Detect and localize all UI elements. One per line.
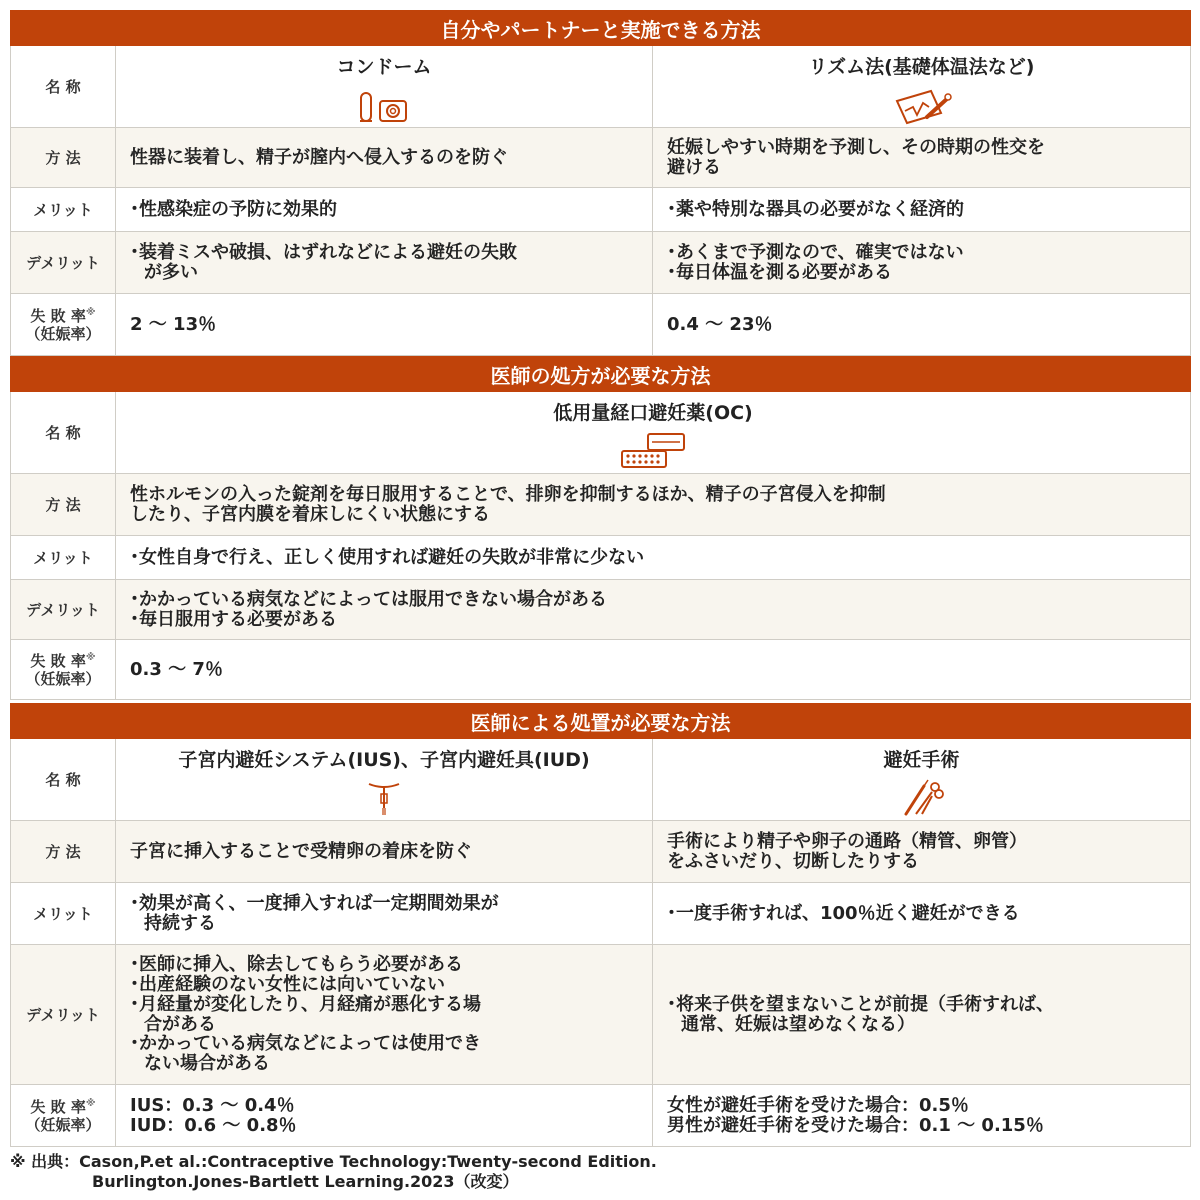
label-demerit: デメリット [11, 580, 116, 640]
section1-title: 自分やパートナーと実施できる方法 [11, 11, 1191, 46]
section2-table [10, 356, 1191, 700]
iud-icon [366, 778, 402, 816]
text-line: 合がある [144, 1013, 216, 1035]
footnote-line1: ※ 出典：Cason,P.et al.:Contraceptive Technology:Twenty-second Edition. [10, 1152, 657, 1171]
condom-icon [358, 85, 410, 123]
note-mark: ※ [85, 1097, 96, 1109]
oc-merit: ･女性自身で行え、正しく使用すれば避妊の失敗が非常に少ない [116, 536, 1191, 580]
iud-merit [116, 883, 653, 945]
text-line: 女性が避妊手術を受けた場合：0.5％ [667, 1094, 969, 1116]
text-line: 妊娠しやすい時期を予測し、その時期の性交を [667, 136, 1045, 158]
text-line: IUD：0.6 〜 0.8％ [130, 1114, 297, 1136]
note-mark: ※ [85, 306, 96, 318]
source-footnote [10, 1152, 657, 1192]
rhythm-failure: 0.4 〜 23％ [653, 294, 1191, 356]
text-line: ･効果が高く、一度挿入すれば一定期間効果が [130, 892, 499, 914]
text-line: をふさいだり、切断したりする [667, 850, 919, 872]
condom-method: 性器に装着し、精子が膣内へ侵入するのを防ぐ [116, 128, 653, 188]
text-line: ない場合がある [144, 1053, 270, 1075]
section3-title: 医師による処置が必要な方法 [11, 704, 1191, 739]
label-name: 名 称 [11, 392, 116, 474]
iud-cell [116, 739, 653, 821]
condom-demerit [116, 232, 653, 294]
iud-name: 子宮内避妊システム(IUS)、子宮内避妊具(IUD) [178, 749, 590, 771]
text-line: ･毎日体温を測る必要がある [667, 261, 892, 283]
text-line: ･将来子供を望まないことが前提（手術すれば、 [667, 993, 1054, 1015]
text-line: ･毎日服用する必要がある [130, 608, 337, 630]
oc-cell [116, 392, 1191, 474]
condom-cell [116, 46, 653, 128]
label-demerit: デメリット [11, 232, 116, 294]
surgery-demerit [653, 945, 1191, 1085]
text-line: IUS：0.3 〜 0.4％ [130, 1094, 295, 1116]
oc-demerit [116, 580, 1191, 640]
surgery-cell [653, 739, 1191, 821]
condom-failure: 2 〜 13％ [116, 294, 653, 356]
text-line: ･かかっている病気などによっては服用できない場合がある [130, 588, 607, 610]
section2-title: 医師の処方が必要な方法 [11, 357, 1191, 392]
label-failure [11, 294, 116, 356]
label-failure [11, 1085, 116, 1147]
rhythm-name: リズム法(基礎体温法など) [808, 56, 1035, 78]
rhythm-cell [653, 46, 1191, 128]
condom-merit: ･性感染症の予防に効果的 [116, 188, 653, 232]
failure-label-line2: （妊娠率） [25, 669, 101, 688]
thermometer-chart-icon [891, 85, 953, 125]
text-line: ･医師に挿入、除去してもらう必要がある [130, 954, 463, 976]
oc-failure: 0.3 〜 7％ [116, 640, 1191, 700]
text-line: が多い [144, 261, 198, 283]
label-demerit: デメリット [11, 945, 116, 1085]
footnote-line2: Burlington.Jones-Bartlett Learning.2023（改変） [92, 1172, 519, 1191]
condom-name: コンドーム [336, 56, 432, 78]
text-line: 通常、妊娠は望めなくなる） [681, 1013, 915, 1035]
text-line: ･出産経験のない女性には向いていない [130, 973, 445, 995]
text-line: 性ホルモンの入った錠剤を毎日服用することで、排卵を抑制するほか、精子の子宮侵入を抑制 [130, 483, 886, 505]
surgery-method [653, 821, 1191, 883]
label-method: 方 法 [11, 128, 116, 188]
label-method: 方 法 [11, 821, 116, 883]
failure-label-line2: （妊娠率） [25, 1115, 101, 1134]
pill-pack-icon [618, 431, 688, 471]
label-merit: メリット [11, 883, 116, 945]
label-failure [11, 640, 116, 700]
rhythm-merit: ･薬や特別な器具の必要がなく経済的 [653, 188, 1191, 232]
text-line: ･あくまで予測なので、確実ではない [667, 241, 964, 263]
oc-method [116, 474, 1191, 536]
text-line: 男性が避妊手術を受けた場合：0.1 〜 0.15％ [667, 1114, 1044, 1136]
failure-label-line1: 失 敗 率 [30, 1097, 86, 1116]
iud-method: 子宮に挿入することで受精卵の着床を防ぐ [116, 821, 653, 883]
text-line: したり、子宮内膜を着床しにくい状態にする [130, 503, 490, 525]
failure-label-line1: 失 敗 率 [30, 651, 86, 670]
surgery-failure [653, 1085, 1191, 1147]
section3-table [10, 703, 1191, 1147]
failure-label-line1: 失 敗 率 [30, 306, 86, 325]
surgery-name: 避妊手術 [883, 749, 960, 771]
label-name: 名 称 [11, 46, 116, 128]
surgery-merit: ･一度手術すれば、100％近く避妊ができる [653, 883, 1191, 945]
text-line: 手術により精子や卵子の通路（精管、卵管） [667, 830, 1027, 852]
rhythm-demerit [653, 232, 1191, 294]
iud-failure [116, 1085, 653, 1147]
text-line: 避ける [667, 156, 721, 178]
label-merit: メリット [11, 188, 116, 232]
text-line: ･かかっている病気などによっては使用でき [130, 1033, 481, 1055]
text-line: ･月経量が変化したり、月経痛が悪化する場 [130, 993, 481, 1015]
text-line: 持続する [144, 912, 216, 934]
iud-demerit [116, 945, 653, 1085]
text-line: ･装着ミスや破損、はずれなどによる避妊の失敗 [130, 241, 517, 263]
label-name: 名 称 [11, 739, 116, 821]
surgical-tools-icon [900, 778, 944, 818]
section1-table [10, 10, 1191, 356]
label-method: 方 法 [11, 474, 116, 536]
label-merit: メリット [11, 536, 116, 580]
rhythm-method [653, 128, 1191, 188]
failure-label-line2: （妊娠率） [25, 324, 101, 343]
oc-name: 低用量経口避妊薬(OC) [553, 402, 753, 424]
note-mark: ※ [85, 651, 96, 663]
